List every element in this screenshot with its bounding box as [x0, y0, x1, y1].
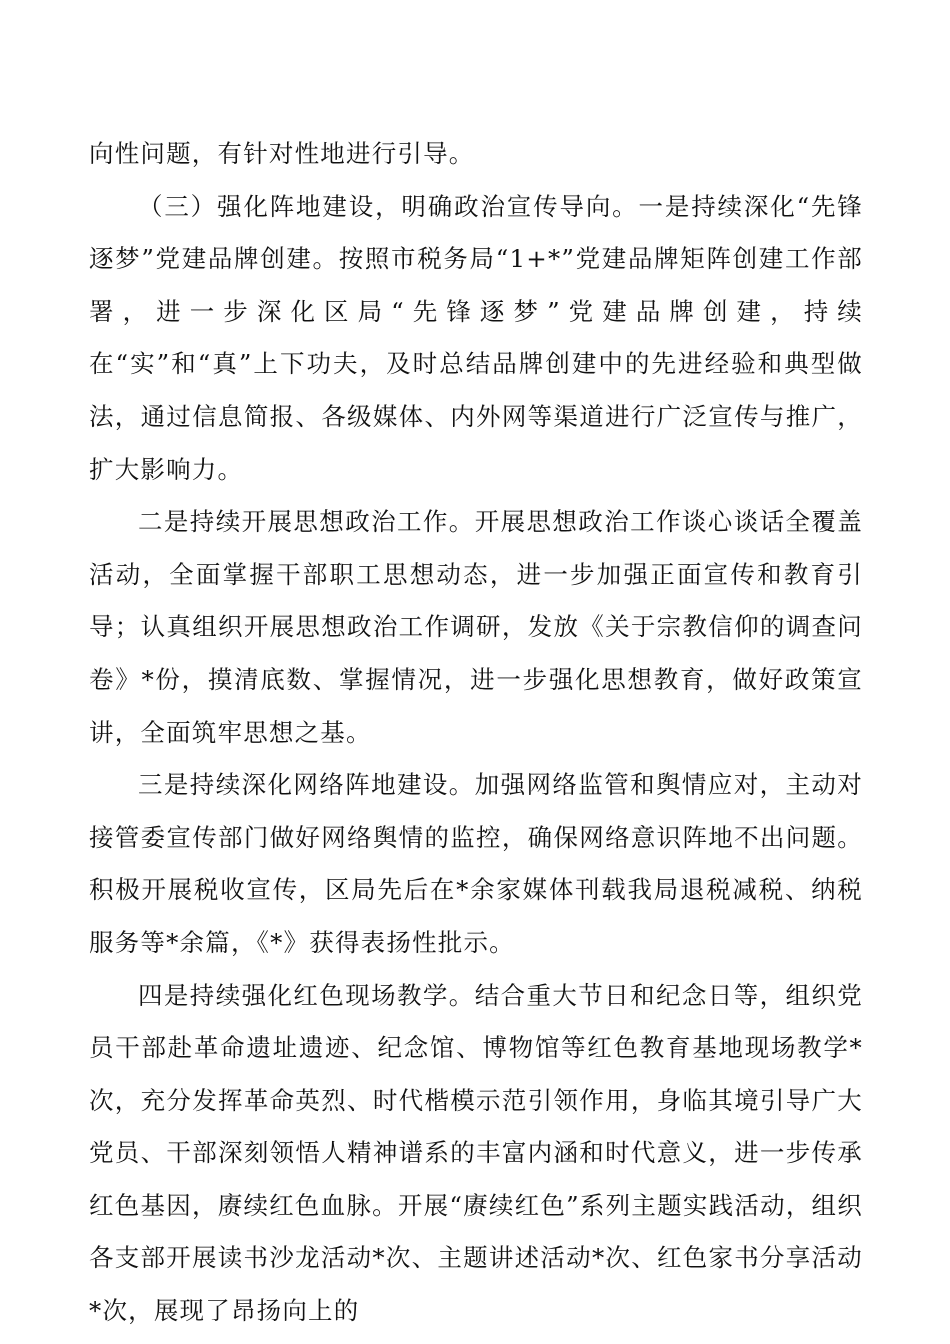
- paragraph-continuation: 向性问题，有针对性地进行引导。: [89, 139, 475, 168]
- paragraph-ideological-work: 二是持续开展思想政治工作。开展思想政治工作谈心谈话全覆盖活动，全面掌握干部职工思想动态，进一步加强正面宣传和教育引导；认真组织开展思想政治工作调研，发放《关于宗教信仰的调查问卷》*份，摸清底数、掌握情况，进一步强化思想教育，做好政策宣讲，全面筑牢思想之基。: [89, 507, 863, 747]
- paragraph-section-three: （三）强化阵地建设，明确政治宣传导向。一是持续深化“先锋逐梦”党建品牌创建。按照市税务局“1+*”党建品牌矩阵创建工作部署，进一步深化区局“先锋逐梦”党建品牌创建，持续在“实”和“真”上下功夫，及时总结品牌创建中的先进经验和典型做法，通过信息简报、各级媒体、内外网等渠道进行广泛宣传与推广，扩大影响力。: [89, 191, 863, 484]
- paragraph-network-position: 三是持续深化网络阵地建设。加强网络监管和舆情应对，主动对接管委宣传部门做好网络舆情的监控，确保网络意识阵地不出问题。积极开展税收宣传，区局先后在*余家媒体刊载我局退税减税、纳税服务等*余篇，《*》获得表扬性批示。: [89, 770, 863, 957]
- paragraph-red-education: 四是持续强化红色现场教学。结合重大节日和纪念日等，组织党员干部赴革命遗址遗迹、纪念馆、博物馆等红色教育基地现场教学*次，充分发挥革命英烈、时代楷模示范引领作用，身临其境引导广大党员、干部深刻领悟人精神谱系的丰富内涵和时代意义，进一步传承红色基因，赓续红色血脉。开展“赓续红色”系列主题实践活动，组织各支部开展读书沙龙活动*次、主题讲述活动*次、红色家书分享活动*次，展现了昂扬向上的: [89, 980, 863, 1326]
- document-body: [89, 128, 863, 1338]
